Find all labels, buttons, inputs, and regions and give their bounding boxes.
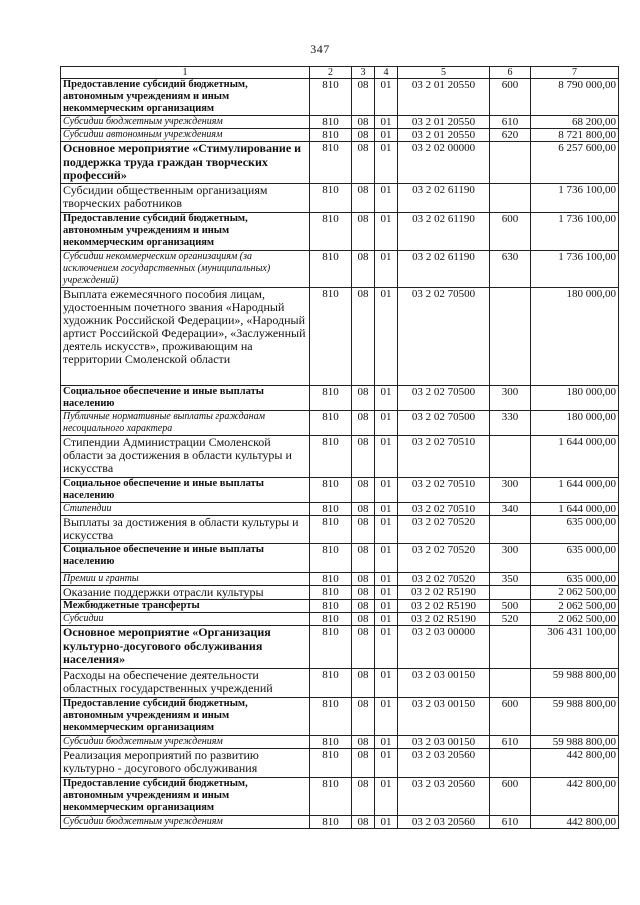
subsection-code-cell: 01 [375, 436, 398, 478]
table-row [61, 544, 619, 573]
amount-cell: 635 000,00 [531, 573, 619, 586]
row-name-cell: Субсидии общественным организациям творческих работников [61, 184, 310, 213]
target-item-cell: 03 2 03 00150 [398, 736, 490, 749]
amount-cell: 1 736 100,00 [531, 251, 619, 288]
expense-type-cell: 340 [490, 503, 531, 516]
page-number: 347 [310, 42, 330, 56]
section-code-cell: 08 [352, 573, 375, 586]
amount-cell: 442 800,00 [531, 778, 619, 816]
section-code-cell: 08 [352, 778, 375, 816]
amount-cell: 1 736 100,00 [531, 213, 619, 251]
table-row [61, 613, 619, 626]
section-code-cell: 08 [352, 251, 375, 288]
target-item-cell: 03 2 02 R5190 [398, 613, 490, 626]
table-row [61, 698, 619, 736]
target-item-cell: 03 2 02 70500 [398, 288, 490, 386]
target-item-cell: 03 2 02 61190 [398, 251, 490, 288]
row-name-cell: Основное мероприятие «Стимулирование и поддержка труда граждан творческих профессий» [61, 142, 310, 184]
target-item-cell: 03 2 02 00000 [398, 142, 490, 184]
expense-type-cell: 610 [490, 736, 531, 749]
subsection-code-cell: 01 [375, 600, 398, 613]
expense-type-cell: 330 [490, 411, 531, 436]
subsection-code-cell: 01 [375, 411, 398, 436]
row-name-cell: Оказание поддержки отрасли культуры [61, 586, 310, 600]
section-code-cell: 08 [352, 288, 375, 386]
amount-cell: 180 000,00 [531, 288, 619, 386]
header-row [61, 67, 619, 79]
subsection-code-cell: 01 [375, 478, 398, 503]
row-name-cell: Стипендии Администрации Смоленской области за достижения в области культуры и искусства [61, 436, 310, 478]
table-row [61, 79, 619, 116]
target-item-cell: 03 2 01 20550 [398, 116, 490, 129]
ministry-code-cell: 810 [310, 436, 352, 478]
target-item-cell: 03 2 02 70520 [398, 544, 490, 573]
table-row [61, 669, 619, 698]
table-row [61, 626, 619, 669]
row-name-cell: Стипендии [61, 503, 310, 516]
amount-cell: 306 431 100,00 [531, 626, 619, 669]
row-name-cell: Предоставление субсидий бюджетным, автономным учреждениям и иным некоммерческим организациям [61, 213, 310, 251]
subsection-code-cell: 01 [375, 129, 398, 142]
section-code-cell: 08 [352, 544, 375, 573]
subsection-code-cell: 01 [375, 778, 398, 816]
subsection-code-cell: 01 [375, 736, 398, 749]
ministry-code-cell: 810 [310, 184, 352, 213]
section-code-cell: 08 [352, 116, 375, 129]
table-row [61, 573, 619, 586]
subsection-code-cell: 01 [375, 516, 398, 544]
header-cell-6: 6 [490, 67, 531, 79]
table-row [61, 184, 619, 213]
expense-type-cell: 600 [490, 778, 531, 816]
ministry-code-cell: 810 [310, 600, 352, 613]
table-row [61, 411, 619, 436]
row-name-cell: Расходы на обеспечение деятельности областных государственных учреждений [61, 669, 310, 698]
section-code-cell: 08 [352, 129, 375, 142]
ministry-code-cell: 810 [310, 669, 352, 698]
subsection-code-cell: 01 [375, 626, 398, 669]
amount-cell: 635 000,00 [531, 516, 619, 544]
section-code-cell: 08 [352, 436, 375, 478]
ministry-code-cell: 810 [310, 411, 352, 436]
subsection-code-cell: 01 [375, 503, 398, 516]
table-row [61, 129, 619, 142]
target-item-cell: 03 2 01 20550 [398, 79, 490, 116]
subsection-code-cell: 01 [375, 288, 398, 386]
ministry-code-cell: 810 [310, 142, 352, 184]
target-item-cell: 03 2 02 70520 [398, 516, 490, 544]
row-name-cell: Субсидии автономным учреждениям [61, 129, 310, 142]
table-row [61, 386, 619, 411]
ministry-code-cell: 810 [310, 213, 352, 251]
section-code-cell: 08 [352, 411, 375, 436]
table-row [61, 142, 619, 184]
section-code-cell: 08 [352, 736, 375, 749]
amount-cell: 1 644 000,00 [531, 503, 619, 516]
amount-cell: 180 000,00 [531, 411, 619, 436]
target-item-cell: 03 2 02 61190 [398, 213, 490, 251]
ministry-code-cell: 810 [310, 79, 352, 116]
row-name-cell: Субсидии бюджетным учреждениям [61, 816, 310, 829]
ministry-code-cell: 810 [310, 544, 352, 573]
table-row [61, 436, 619, 478]
subsection-code-cell: 01 [375, 386, 398, 411]
subsection-code-cell: 01 [375, 749, 398, 778]
section-code-cell: 08 [352, 816, 375, 829]
amount-cell: 2 062 500,00 [531, 600, 619, 613]
expense-type-cell [490, 142, 531, 184]
expense-type-cell: 350 [490, 573, 531, 586]
table-row [61, 251, 619, 288]
section-code-cell: 08 [352, 626, 375, 669]
section-code-cell: 08 [352, 516, 375, 544]
section-code-cell: 08 [352, 586, 375, 600]
table-row [61, 516, 619, 544]
subsection-code-cell: 01 [375, 669, 398, 698]
expense-type-cell [490, 586, 531, 600]
subsection-code-cell: 01 [375, 213, 398, 251]
header-cell-2: 2 [310, 67, 352, 79]
section-code-cell: 08 [352, 142, 375, 184]
ministry-code-cell: 810 [310, 573, 352, 586]
expense-type-cell: 500 [490, 600, 531, 613]
row-name-cell: Выплата ежемесячного пособия лицам, удостоенным почетного звания «Народный художник Российской Федерации», «Народный артист Российской Федерации», «Заслуженный деятель искусств», проживающим на территории Смоленской области [61, 288, 310, 386]
section-code-cell: 08 [352, 503, 375, 516]
subsection-code-cell: 01 [375, 142, 398, 184]
target-item-cell: 03 2 03 20560 [398, 778, 490, 816]
amount-cell: 59 988 800,00 [531, 669, 619, 698]
subsection-code-cell: 01 [375, 698, 398, 736]
section-code-cell: 08 [352, 749, 375, 778]
row-name-cell: Социальное обеспечение и иные выплаты населению [61, 544, 310, 573]
target-item-cell: 03 2 02 70510 [398, 478, 490, 503]
table-row [61, 586, 619, 600]
expense-type-cell [490, 184, 531, 213]
expense-type-cell: 300 [490, 544, 531, 573]
expense-type-cell [490, 516, 531, 544]
section-code-cell: 08 [352, 79, 375, 116]
table-row [61, 213, 619, 251]
section-code-cell: 08 [352, 386, 375, 411]
target-item-cell: 03 2 03 20560 [398, 816, 490, 829]
table-row [61, 503, 619, 516]
row-name-cell: Предоставление субсидий бюджетным, автономным учреждениям и иным некоммерческим организациям [61, 778, 310, 816]
subsection-code-cell: 01 [375, 79, 398, 116]
ministry-code-cell: 810 [310, 778, 352, 816]
ministry-code-cell: 810 [310, 251, 352, 288]
target-item-cell: 03 2 03 00150 [398, 698, 490, 736]
section-code-cell: 08 [352, 698, 375, 736]
ministry-code-cell: 810 [310, 816, 352, 829]
target-item-cell: 03 2 02 70510 [398, 436, 490, 478]
target-item-cell: 03 2 02 R5190 [398, 600, 490, 613]
ministry-code-cell: 810 [310, 586, 352, 600]
amount-cell: 59 988 800,00 [531, 698, 619, 736]
row-name-cell: Публичные нормативные выплаты гражданам несоциального характера [61, 411, 310, 436]
row-name-cell: Премии и гранты [61, 573, 310, 586]
table-row [61, 600, 619, 613]
table-row [61, 116, 619, 129]
section-code-cell: 08 [352, 184, 375, 213]
expense-type-cell: 610 [490, 116, 531, 129]
amount-cell: 2 062 500,00 [531, 586, 619, 600]
expense-type-cell: 600 [490, 213, 531, 251]
row-name-cell: Основное мероприятие «Организация культурно-досугового обслуживания населения» [61, 626, 310, 669]
target-item-cell: 03 2 03 20560 [398, 749, 490, 778]
header-cell-3: 3 [352, 67, 375, 79]
ministry-code-cell: 810 [310, 478, 352, 503]
amount-cell: 8 721 800,00 [531, 129, 619, 142]
ministry-code-cell: 810 [310, 749, 352, 778]
row-name-cell: Субсидии бюджетным учреждениям [61, 116, 310, 129]
amount-cell: 180 000,00 [531, 386, 619, 411]
expense-type-cell: 620 [490, 129, 531, 142]
expense-type-cell: 630 [490, 251, 531, 288]
table-body [61, 79, 619, 829]
expense-type-cell [490, 669, 531, 698]
row-name-cell: Реализация мероприятий по развитию культурно - досугового обслуживания [61, 749, 310, 778]
row-name-cell: Субсидии некоммерческим организациям (за исключением государственных (муниципальных) учреждений) [61, 251, 310, 288]
expense-type-cell: 600 [490, 79, 531, 116]
row-name-cell: Выплаты за достижения в области культуры и искусства [61, 516, 310, 544]
table-row [61, 288, 619, 386]
expense-type-cell: 300 [490, 386, 531, 411]
ministry-code-cell: 810 [310, 129, 352, 142]
row-name-cell: Субсидии [61, 613, 310, 626]
expense-type-cell: 610 [490, 816, 531, 829]
amount-cell: 442 800,00 [531, 749, 619, 778]
target-item-cell: 03 2 02 70500 [398, 411, 490, 436]
amount-cell: 1 736 100,00 [531, 184, 619, 213]
amount-cell: 68 200,00 [531, 116, 619, 129]
ministry-code-cell: 810 [310, 116, 352, 129]
ministry-code-cell: 810 [310, 626, 352, 669]
table-row [61, 778, 619, 816]
table-row [61, 749, 619, 778]
table-row [61, 736, 619, 749]
row-name-cell: Межбюджетные трансферты [61, 600, 310, 613]
row-name-cell: Социальное обеспечение и иные выплаты населению [61, 478, 310, 503]
subsection-code-cell: 01 [375, 116, 398, 129]
subsection-code-cell: 01 [375, 816, 398, 829]
expense-type-cell [490, 436, 531, 478]
ministry-code-cell: 810 [310, 503, 352, 516]
amount-cell: 635 000,00 [531, 544, 619, 573]
target-item-cell: 03 2 02 70500 [398, 386, 490, 411]
section-code-cell: 08 [352, 613, 375, 626]
amount-cell: 59 988 800,00 [531, 736, 619, 749]
section-code-cell: 08 [352, 669, 375, 698]
ministry-code-cell: 810 [310, 698, 352, 736]
amount-cell: 8 790 000,00 [531, 79, 619, 116]
ministry-code-cell: 810 [310, 288, 352, 386]
expense-type-cell [490, 749, 531, 778]
amount-cell: 6 257 600,00 [531, 142, 619, 184]
target-item-cell: 03 2 02 R5190 [398, 586, 490, 600]
target-item-cell: 03 2 02 70520 [398, 573, 490, 586]
amount-cell: 1 644 000,00 [531, 436, 619, 478]
target-item-cell: 03 2 01 20550 [398, 129, 490, 142]
row-name-cell: Предоставление субсидий бюджетным, автономным учреждениям и иным некоммерческим организациям [61, 79, 310, 116]
table-row [61, 816, 619, 829]
subsection-code-cell: 01 [375, 184, 398, 213]
table-row [61, 478, 619, 503]
target-item-cell: 03 2 02 70510 [398, 503, 490, 516]
section-code-cell: 08 [352, 213, 375, 251]
row-name-cell: Предоставление субсидий бюджетным, автономным учреждениям и иным некоммерческим организациям [61, 698, 310, 736]
amount-cell: 442 800,00 [531, 816, 619, 829]
target-item-cell: 03 2 02 61190 [398, 184, 490, 213]
ministry-code-cell: 810 [310, 736, 352, 749]
ministry-code-cell: 810 [310, 613, 352, 626]
ministry-code-cell: 810 [310, 516, 352, 544]
subsection-code-cell: 01 [375, 251, 398, 288]
section-code-cell: 08 [352, 600, 375, 613]
header-cell-7: 7 [531, 67, 619, 79]
subsection-code-cell: 01 [375, 544, 398, 573]
section-code-cell: 08 [352, 478, 375, 503]
expense-type-cell: 520 [490, 613, 531, 626]
subsection-code-cell: 01 [375, 573, 398, 586]
expense-type-cell [490, 288, 531, 386]
amount-cell: 1 644 000,00 [531, 478, 619, 503]
row-name-cell: Субсидии бюджетным учреждениям [61, 736, 310, 749]
subsection-code-cell: 01 [375, 586, 398, 600]
amount-cell: 2 062 500,00 [531, 613, 619, 626]
budget-table [60, 66, 619, 829]
subsection-code-cell: 01 [375, 613, 398, 626]
header-cell-1: 1 [61, 67, 310, 79]
header-cell-5: 5 [398, 67, 490, 79]
ministry-code-cell: 810 [310, 386, 352, 411]
expense-type-cell: 300 [490, 478, 531, 503]
target-item-cell: 03 2 03 00150 [398, 669, 490, 698]
target-item-cell: 03 2 03 00000 [398, 626, 490, 669]
expense-type-cell: 600 [490, 698, 531, 736]
row-name-cell: Социальное обеспечение и иные выплаты населению [61, 386, 310, 411]
expense-type-cell [490, 626, 531, 669]
header-cell-4: 4 [375, 67, 398, 79]
